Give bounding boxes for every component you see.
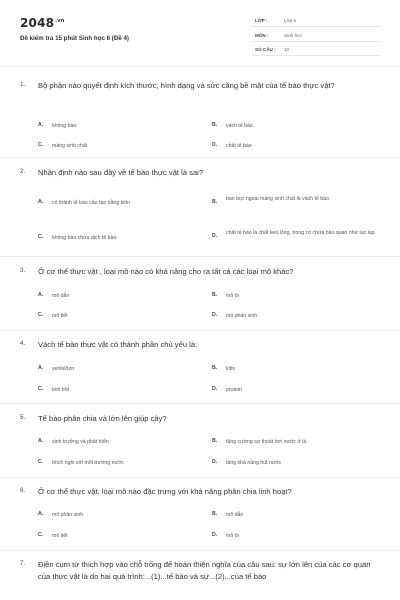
option-text: tăng khả năng hút nước [226,460,282,466]
question-number: 7. [20,560,26,567]
header [0,0,400,62]
option-letter: B. [212,511,218,517]
option-letter: B. [212,292,218,298]
meta-value: 10 [284,47,290,52]
option-letter: A. [38,511,44,517]
option-letter: C. [38,459,44,465]
question-text: Vách tế bào thực vật có thành phần chủ yếu là: [38,340,198,349]
option-letter: D. [212,142,218,148]
option-text: mô tiết [52,313,68,319]
option-text: mô phân sinh [226,313,258,319]
option-text: mô bì [226,293,239,299]
option-text: mô phân sinh [52,512,84,518]
option-text: mô dẫn [226,512,244,518]
option-letter: A. [38,365,44,371]
option-letter: B. [212,365,218,371]
question-text: Nhận định nào sau đây về tế bào thực vật là sai? [38,168,204,177]
option-letter: B. [212,122,218,128]
option-letter: D. [212,233,218,239]
option-text: không bào chứa dịch tế bào [52,235,117,241]
option-text: mô tiết [52,533,68,539]
meta-subject-row [252,29,380,42]
option-text: bao bọc ngoài màng sinh chất là vách tế bào [226,196,329,202]
option-text: vách tế bào [226,123,253,129]
option-text: protein [226,387,242,393]
option-text: màng sinh chất [52,143,88,149]
option-letter: A. [38,122,44,128]
question-divider [0,330,400,331]
meta-label: LỚP : [255,18,268,23]
option-text: mô dẫn [52,293,70,299]
question-text: Ở cơ thể thực vật , loại mô nào có khả năng cho ra tất cả các loại mô khác? [38,267,294,276]
question-text: Bộ phận nào quyết định kích thước, hình dạng và sức căng bề mặt của tế bào thực vật? [38,81,335,90]
option-letter: A. [38,438,44,444]
option-letter: C. [38,532,44,538]
option-letter: A. [38,292,44,298]
option-text: chất tế bào là chất keo lỏng, trong có chứa bào quan như lục lạp [226,230,375,236]
logo-suffix: .vn [55,18,65,24]
meta-count-row [252,43,380,56]
option-text: sinh trưởng và phát triển [52,439,109,445]
question-number: 4. [20,340,26,347]
question-divider [0,403,400,404]
question-text: Điền cụm từ thích hợp vào chỗ trống để hoàn thiện nghĩa của câu sau: sự lớn lên của các cơ quan của thực vật là do hai quá trình:...(1)...tế bào và sự...(2)...của tế bào [38,560,371,581]
question-divider [0,256,400,257]
meta-value: Lớp 6 [284,18,296,23]
logo-text: 2048 [20,16,55,30]
option-letter: B. [212,199,218,205]
option-letter: B. [212,438,218,444]
meta-label: SỐ CÂU : [255,47,276,52]
option-text: thích nghi với môi trường nước [52,460,124,466]
option-text: không bào [52,123,77,129]
option-text: xenlulôzơ [52,366,75,372]
question-divider [0,550,400,551]
site-logo[interactable] [20,16,65,30]
option-letter: C. [38,234,44,240]
option-letter: C. [38,142,44,148]
question-number: 3. [20,267,26,274]
question-number: 1. [20,81,26,88]
option-letter: A. [38,199,44,205]
option-text: mô bì [226,533,239,539]
question-number: 6. [20,487,26,494]
option-letter: D. [212,312,218,318]
option-text: có thành tế bào cấu tạo bằng kitin [52,200,130,206]
option-text: tinh bột [52,387,70,393]
header-divider [0,66,400,67]
option-letter: D. [212,532,218,538]
meta-class-row [252,14,380,27]
question-number: 2. [20,168,26,175]
option-text: tăng cường sự thoát hơi nước ở lá [226,439,307,445]
question-divider [0,477,400,478]
option-letter: D. [212,386,218,392]
question-text: Ở cơ thể thực vật, loại mô nào đặc trưng với khả năng phân chia linh hoạt? [38,487,292,496]
question-text: Tế bào phân chia và lớn lên giúp cây? [38,414,167,423]
question-number: 5. [20,414,26,421]
option-letter: C. [38,312,44,318]
exam-title: Đề kiểm tra 15 phút Sinh học 6 (Đề 4) [20,35,129,42]
meta-value: Sinh học [284,33,302,38]
option-text: kitin [226,366,236,372]
option-letter: C. [38,386,44,392]
meta-label: MÔN : [255,33,269,38]
option-text: chất tế bào [226,143,252,149]
option-letter: D. [212,459,218,465]
question-divider [0,157,400,158]
